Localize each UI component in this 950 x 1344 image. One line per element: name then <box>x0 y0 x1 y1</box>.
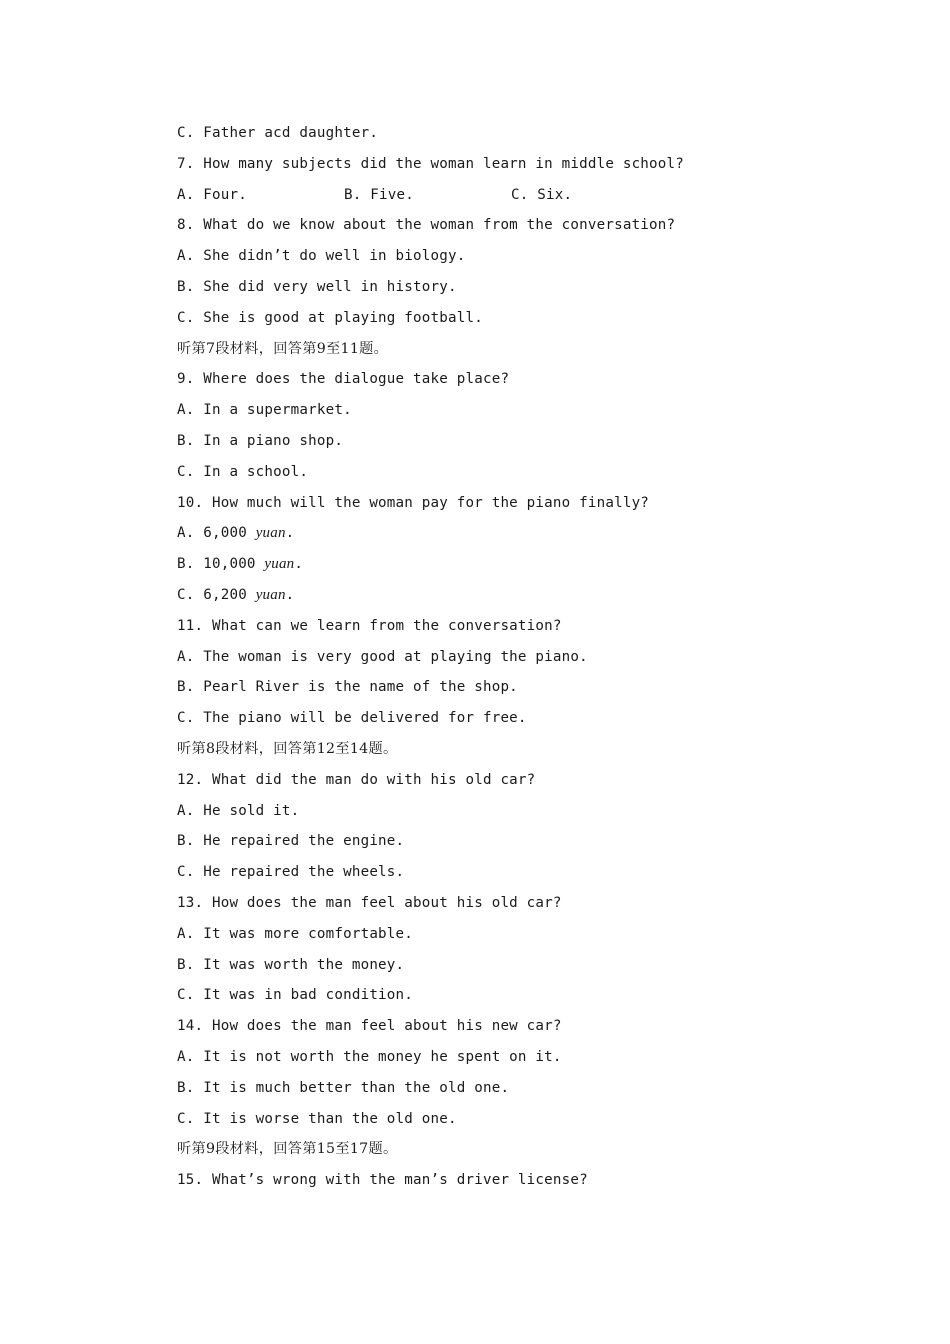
q11-option-b: B. Pearl River is the name of the shop. <box>177 679 518 696</box>
q10-option-b-amount: B. 10,000 <box>177 556 265 573</box>
q10-option-a-unit: yuan <box>255 525 286 542</box>
q10-option-c-amount: C. 6,200 <box>177 586 256 603</box>
q12-option-c: C. He repaired the wheels. <box>177 864 405 881</box>
q10-option-c-period: . <box>285 586 295 603</box>
q14-question: 14. How does the man feel about his new car? <box>177 1018 562 1035</box>
q14-option-b: B. It is much better than the old one. <box>177 1079 510 1096</box>
q11-option-c: C. The piano will be delivered for free. <box>177 710 527 727</box>
q10-option-b <box>177 549 797 580</box>
section-7-heading: 听第7段材料，回答第9至11题。 <box>177 340 389 357</box>
q8-option-a: A. She didn’t do well in biology. <box>177 248 466 265</box>
q15-question: 15. What’s wrong with the man’s driver license? <box>177 1172 588 1189</box>
q12-option-b: B. He repaired the engine. <box>177 833 405 850</box>
q8-question: 8. What do we know about the woman from the conversation? <box>177 217 676 234</box>
q13-question: 13. How does the man feel about his old car? <box>177 894 562 911</box>
q13-option-c: C. It was in bad condition. <box>177 987 414 1004</box>
section-8-heading: 听第8段材料，回答第12至14题。 <box>177 740 398 757</box>
q10-option-c <box>177 580 797 611</box>
q7-option-b: B. Five. <box>344 186 414 203</box>
q7-options <box>177 180 797 211</box>
q10-option-a-amount: A. 6,000 <box>177 525 256 542</box>
q14-option-a: A. It is not worth the money he spent on it. <box>177 1048 562 1065</box>
q7-option-a: A. Four. <box>177 186 247 203</box>
q9-option-a: A. In a supermarket. <box>177 402 352 419</box>
q11-option-a: A. The woman is very good at playing the piano. <box>177 648 588 665</box>
q13-option-b: B. It was worth the money. <box>177 956 405 973</box>
section-9-heading: 听第9段材料，回答第15至17题。 <box>177 1141 398 1158</box>
q10-option-b-unit: yuan <box>264 556 295 573</box>
q10-option-b-period: . <box>294 556 304 573</box>
question-list <box>177 118 797 1196</box>
q11-question: 11. What can we learn from the conversation? <box>177 617 562 634</box>
q6-option-c: C. Father acd daughter. <box>177 125 379 141</box>
q10-question: 10. How much will the woman pay for the piano finally? <box>177 494 650 511</box>
q12-option-a: A. He sold it. <box>177 802 300 819</box>
q9-option-c: C. In a school. <box>177 463 309 480</box>
q7-option-c: C. Six. <box>511 186 573 203</box>
q14-option-c: C. It is worse than the old one. <box>177 1110 457 1127</box>
q9-question: 9. Where does the dialogue take place? <box>177 371 510 388</box>
q12-question: 12. What did the man do with his old car? <box>177 771 536 788</box>
q8-option-c: C. She is good at playing football. <box>177 309 483 326</box>
q7-question: 7. How many subjects did the woman learn in middle school? <box>177 155 685 172</box>
q10-option-a <box>177 518 797 549</box>
q10-option-a-period: . <box>285 525 295 542</box>
q10-option-c-unit: yuan <box>255 586 286 603</box>
q13-option-a: A. It was more comfortable. <box>177 925 414 942</box>
q8-option-b: B. She did very well in history. <box>177 278 457 295</box>
q9-option-b: B. In a piano shop. <box>177 432 344 449</box>
